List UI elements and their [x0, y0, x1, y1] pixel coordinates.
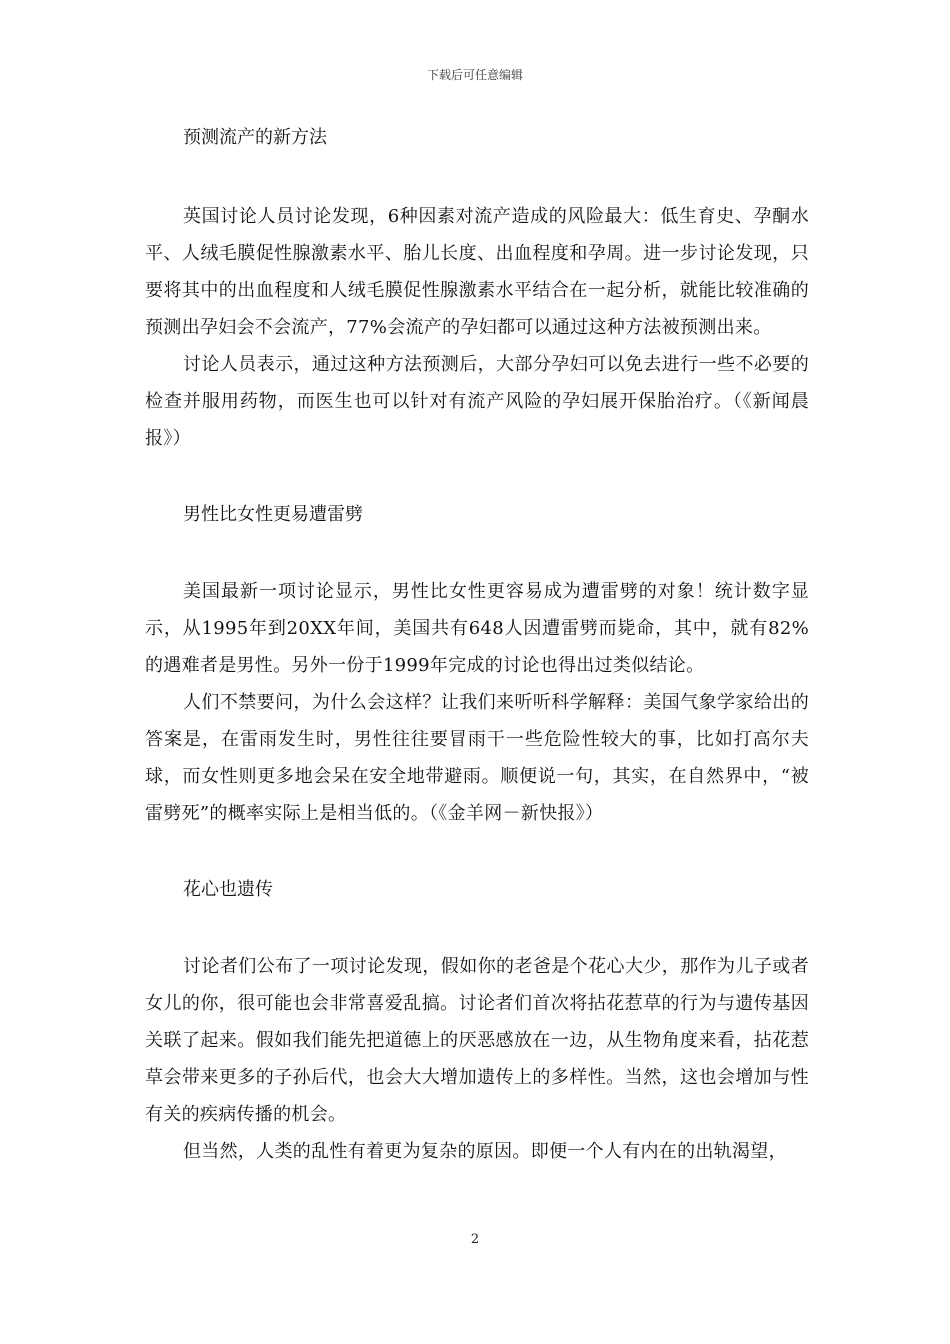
document-body [145, 120, 809, 1170]
paragraph: 英国讨论人员讨论发现，6种因素对流产造成的风险最大：低生育史、孕酮水平、人绒毛膜促性腺激素水平、胎儿长度、出血程度和孕周。进一步讨论发现，只要将其中的出血程度和人绒毛膜促性腺激素水平结合在一起分析，就能比较准确的预测出孕妇会不会流产，77%会流产的孕妇都可以通过这种方法被预测出来。 [145, 206, 809, 338]
section-title-miscarriage: 预测流产的新方法 [183, 127, 327, 148]
paragraph: 人们不禁要问，为什么会这样？让我们来听听科学解释：美国气象学家给出的答案是，在雷雨发生时，男性往往要冒雨干一些危险性较大的事，比如打高尔夫球，而女性则更多地会呆在安全地带避雨。顺便说一句，其实，在自然界中，“被雷劈死”的概率实际上是相当低的。（《金羊网－新快报》） [145, 692, 809, 824]
paragraph: 讨论人员表示，通过这种方法预测后，大部分孕妇可以免去进行一些不必要的检查并服用药物，而医生也可以针对有流产风险的孕妇展开保胎治疗。（《新闻晨报》） [145, 354, 809, 449]
paragraph: 美国最新一项讨论显示，男性比女性更容易成为遭雷劈的对象！统计数字显示，从1995年到20XX年间，美国共有648人因遭雷劈而毙命，其中，就有82%的遇难者是男性。另外一份于1999年完成的讨论也得出过类似结论。 [145, 581, 809, 676]
section-title-lightning: 男性比女性更易遭雷劈 [183, 504, 363, 525]
paragraph: 但当然，人类的乱性有着更为复杂的原因。即便一个人有内在的出轨渴望， [183, 1141, 787, 1162]
paragraph: 讨论者们公布了一项讨论发现，假如你的老爸是个花心大少，那作为儿子或者女儿的你，很可能也会非常喜爱乱搞。讨论者们首次将拈花惹草的行为与遗传基因关联了起来。假如我们能先把道德上的厌恶感放在一边，从生物角度来看，拈花惹草会带来更多的子孙后代，也会大大增加遗传上的多样性。当然，这也会增加与性有关的疾病传播的机会。 [145, 956, 809, 1125]
page-header: 下载后可任意编辑 [426, 68, 523, 82]
section-title-heredity: 花心也遗传 [183, 879, 273, 900]
page-number: 2 [470, 1232, 480, 1247]
